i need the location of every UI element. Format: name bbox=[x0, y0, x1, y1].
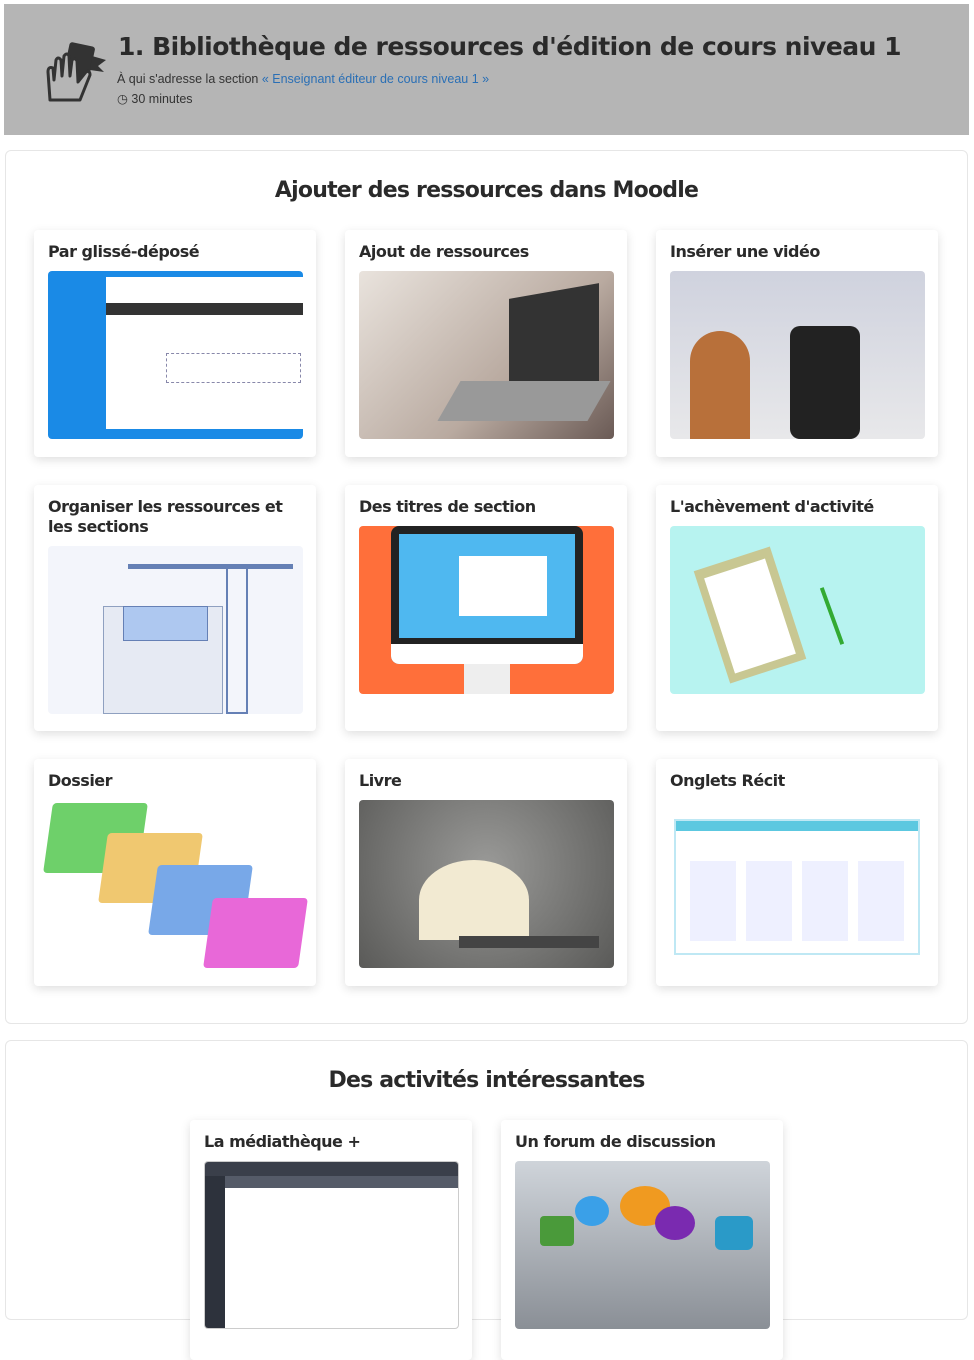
card-organize[interactable] bbox=[34, 485, 316, 731]
page-title: 1. Bibliothèque de ressources d'édition de cours niveau 1 bbox=[118, 32, 902, 61]
card-folder[interactable] bbox=[34, 759, 316, 986]
card-insert-video[interactable] bbox=[656, 230, 938, 457]
section-header bbox=[4, 4, 969, 135]
audience-line bbox=[117, 72, 489, 86]
card-image bbox=[670, 271, 925, 439]
card-image bbox=[674, 819, 920, 955]
card-add-resources[interactable] bbox=[345, 230, 627, 457]
card-title: Un forum de discussion bbox=[515, 1132, 716, 1151]
card-title: Livre bbox=[359, 771, 402, 790]
card-image bbox=[359, 800, 614, 968]
card-section-titles[interactable] bbox=[345, 485, 627, 731]
card-recit-tabs[interactable] bbox=[656, 759, 938, 986]
hand-book-icon bbox=[44, 42, 110, 102]
section-title: Ajouter des ressources dans Moodle bbox=[274, 178, 699, 203]
card-book[interactable] bbox=[345, 759, 627, 986]
card-title: L'achèvement d'activité bbox=[670, 497, 874, 516]
card-title: Organiser les ressources et les sections bbox=[48, 497, 283, 536]
duration bbox=[117, 91, 193, 106]
card-drag-drop[interactable] bbox=[34, 230, 316, 457]
card-image bbox=[48, 271, 303, 439]
section-title: Des activités intéressantes bbox=[328, 1068, 645, 1093]
section-activities bbox=[5, 1040, 968, 1320]
card-title: La médiathèque + bbox=[204, 1132, 361, 1151]
card-title: Par glissé-déposé bbox=[48, 242, 200, 261]
card-title: Ajout de ressources bbox=[359, 242, 529, 261]
card-image bbox=[48, 546, 303, 714]
card-forum[interactable] bbox=[501, 1120, 783, 1360]
card-title: Insérer une vidéo bbox=[670, 242, 820, 261]
card-mediatheque[interactable] bbox=[190, 1120, 472, 1360]
duration-text: 30 minutes bbox=[131, 92, 193, 106]
card-activity-completion[interactable] bbox=[656, 485, 938, 731]
card-image bbox=[359, 271, 614, 439]
card-image bbox=[515, 1161, 770, 1329]
card-image bbox=[204, 1161, 459, 1329]
audience-label: À qui s'adresse la section bbox=[117, 72, 259, 86]
card-title: Onglets Récit bbox=[670, 771, 785, 790]
card-title: Dossier bbox=[48, 771, 113, 790]
card-image bbox=[359, 526, 614, 694]
audience-link[interactable]: « Enseignant éditeur de cours niveau 1 » bbox=[261, 72, 490, 86]
folder-icon bbox=[48, 803, 303, 973]
card-image bbox=[670, 526, 925, 694]
section-resources bbox=[5, 150, 968, 1024]
card-title: Des titres de section bbox=[359, 497, 536, 516]
clock-icon: ◷ bbox=[117, 92, 128, 106]
